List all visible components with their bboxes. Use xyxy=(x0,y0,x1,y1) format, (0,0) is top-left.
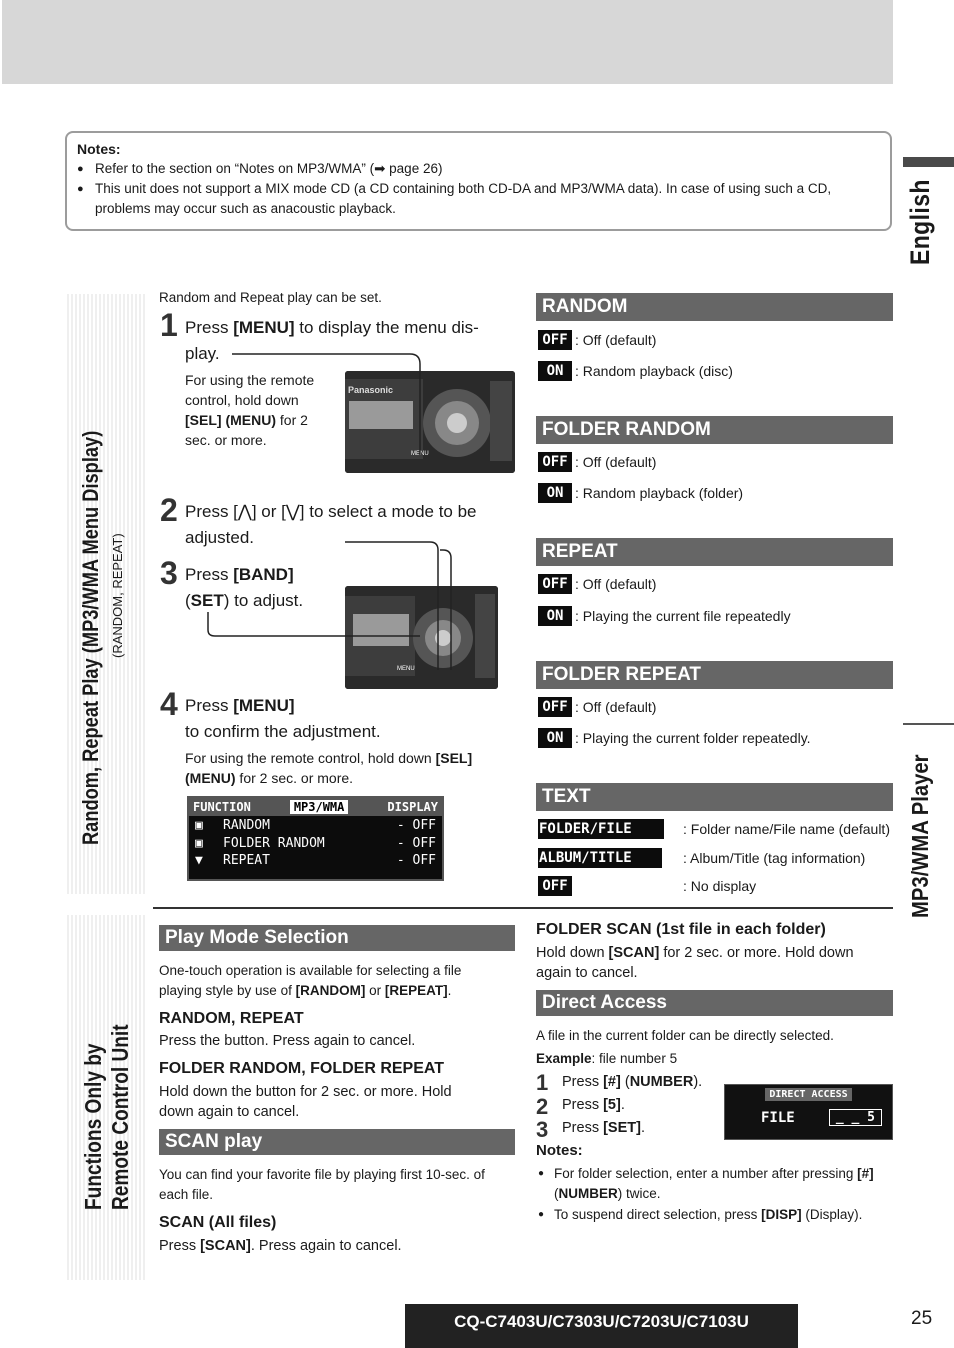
page-number: 25 xyxy=(911,1308,933,1329)
notes-list xyxy=(538,1164,893,1225)
section-title: Functions Only by Remote Control Unit xyxy=(80,1024,133,1210)
menu-key-label: MENU xyxy=(411,451,429,457)
step-text: Press [#] (NUMBER). xyxy=(562,1074,703,1090)
step-number: 2 xyxy=(536,1094,549,1119)
notes-item: ● This unit does not support a MIX mode CD (a CD containing both CD-DA and MP3/WMA data). In case of using such a CD, problems may occur such as anacoustic playback. xyxy=(77,179,880,219)
step-number: 1 xyxy=(160,307,178,343)
section-body: Example: file number 5 xyxy=(536,1051,678,1066)
option-row: ON : Random playback (folder) xyxy=(538,482,743,504)
brand-text: Panasonic xyxy=(348,385,394,395)
menu-display-header: FUNCTION MP3/WMA DISPLAY xyxy=(189,798,442,816)
section-heading: SCAN play xyxy=(159,1129,515,1155)
menu-display-row: ▼ REPEAT - OFF xyxy=(195,853,436,868)
menu-display-row: ▣ FOLDER RANDOM - OFF xyxy=(195,836,436,851)
bullet-icon: ● xyxy=(77,163,84,175)
section-title: Random, Repeat Play (MP3/WMA Menu Display) xyxy=(78,430,103,845)
section-body: A file in the current folder can be directly selected. xyxy=(536,1028,834,1043)
step-text: Press [MENU] to confirm the adjustment. xyxy=(185,696,381,741)
section-heading: FOLDER RANDOM xyxy=(536,416,893,444)
subheading: SCAN (All files) xyxy=(159,1214,277,1231)
option-row: OFF : No display xyxy=(538,875,756,897)
step-text: Press [BAND] (SET) to adjust. xyxy=(185,565,304,610)
notes-heading: Notes: xyxy=(77,141,121,157)
tab-divider xyxy=(903,723,954,725)
section-heading: TEXT xyxy=(536,783,893,811)
section-body: One-touch operation is available for selecting a file playing style by use of [RANDOM] or [REPEAT]. xyxy=(159,963,462,998)
step-number: 3 xyxy=(536,1117,549,1142)
square-icon: ▣ xyxy=(195,836,203,851)
step-note: For using the remote control, hold down [SEL] (MENU) for 2 sec. or more. xyxy=(185,372,315,448)
section-body: You can find your favorite file by playing first 10-sec. of each file. xyxy=(159,1167,485,1202)
step-number: 1 xyxy=(536,1070,549,1095)
bullet-icon: ● xyxy=(538,1209,545,1220)
model-footer: CQ-C7403U/C7303U/C7203U/C7103U xyxy=(405,1304,798,1348)
step-number: 2 xyxy=(160,492,178,528)
subheading: FOLDER SCAN (1st file in each folder) xyxy=(536,921,826,938)
step-number: 3 xyxy=(160,555,178,591)
leader-line xyxy=(205,540,460,680)
subheading: RANDOM, REPEAT xyxy=(159,1010,304,1027)
section-body: Press [SCAN]. Press again to cancel. xyxy=(159,1238,402,1254)
leader-line xyxy=(230,350,430,460)
language-tab: English xyxy=(905,179,935,265)
triangle-down-icon: ▼ xyxy=(195,853,203,868)
tab-marker xyxy=(903,157,954,167)
step-text: Press [SET]. xyxy=(562,1120,645,1136)
menu-display xyxy=(187,796,444,881)
option-row: ALBUM/TITLE : Album/Title (tag information) xyxy=(539,850,866,866)
step-note: For using the remote control, hold down [SEL] (MENU) for 2 sec. or more. xyxy=(185,750,473,786)
section-heading: REPEAT xyxy=(536,538,893,566)
notes-box xyxy=(65,131,892,231)
divider xyxy=(153,907,893,909)
option-row: OFF : Off (default) xyxy=(538,451,656,473)
section-heading: FOLDER REPEAT xyxy=(536,661,893,689)
bullet-icon: ● xyxy=(538,1168,545,1179)
option-row: ON : Playing the current folder repeatedly. xyxy=(538,727,811,749)
step-text: Press [5]. xyxy=(562,1097,625,1113)
option-row: ON : Playing the current file repeatedly xyxy=(538,605,791,627)
option-row: OFF : Off (default) xyxy=(538,329,656,351)
step-text: Press [MENU] to display the menu dis- play. xyxy=(185,318,479,363)
notes-item: ● Refer to the section on “Notes on MP3/WMA” (➡ page 26) xyxy=(77,159,880,179)
option-row: OFF : Off (default) xyxy=(538,696,656,718)
direct-access-display: DIRECT ACCESS FILE _ _ 5 xyxy=(724,1084,893,1140)
section-tab: MP3/WMA Player xyxy=(907,754,933,918)
option-row: FOLDER/FILE : Folder name/File name (default) xyxy=(539,821,890,837)
section-heading: Direct Access xyxy=(536,990,893,1016)
intro-text: Random and Repeat play can be set. xyxy=(159,290,382,305)
menu-display-row: ▣ RANDOM - OFF xyxy=(195,818,436,833)
list-item: ● For folder selection, enter a number after pressing [#] (NUMBER) twice. xyxy=(538,1164,893,1204)
section-heading: RANDOM xyxy=(536,293,893,321)
section-subtitle: (RANDOM, REPEAT) xyxy=(110,533,125,658)
subheading: FOLDER RANDOM, FOLDER REPEAT xyxy=(159,1060,445,1077)
section-heading: Play Mode Selection xyxy=(159,925,515,951)
section-body: Press the button. Press again to cancel. xyxy=(159,1033,416,1049)
notes-heading: Notes: xyxy=(536,1142,583,1159)
square-icon: ▣ xyxy=(195,818,203,833)
option-row: ON : Random playback (disc) xyxy=(538,360,733,382)
header-band xyxy=(2,0,893,84)
step-text: Press [⋀] or [⋁] to select a mode to be adjusted. xyxy=(185,502,477,547)
bullet-icon: ● xyxy=(77,183,84,195)
list-item: ● To suspend direct selection, press [DISP] (Display). xyxy=(538,1205,893,1225)
section-body: Hold down [SCAN] for 2 sec. or more. Hold down again to cancel. xyxy=(536,945,854,981)
option-row: OFF : Off (default) xyxy=(538,573,656,595)
section-body: Hold down the button for 2 sec. or more. Hold down again to cancel. xyxy=(159,1084,452,1120)
menu-key-label: MENU xyxy=(397,666,415,672)
step-number: 4 xyxy=(160,686,178,722)
